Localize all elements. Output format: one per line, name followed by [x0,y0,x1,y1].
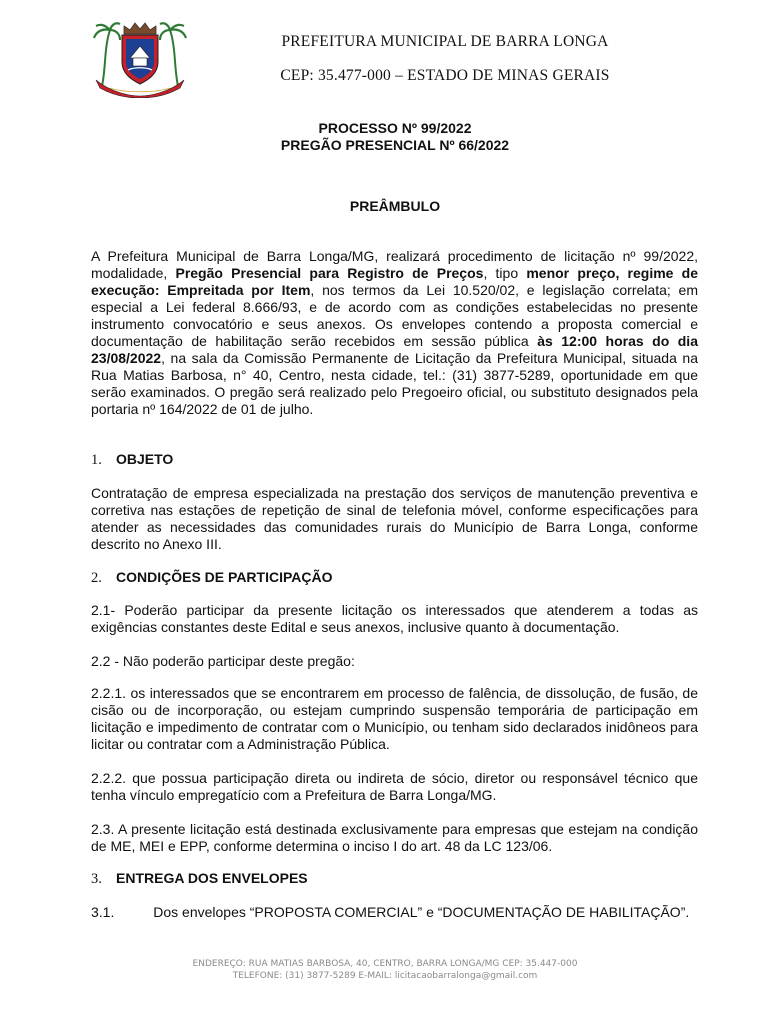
header-cep-state: CEP: 35.477-000 – ESTADO DE MINAS GERAIS [280,67,610,84]
footer-address: ENDEREÇO: RUA MATIAS BARBOSA, 40, CENTRO, BARRA LONGA/MG CEP: 35.447-000 [192,959,578,969]
section-number: 3. [91,871,102,887]
clause-3-1: 3.1. Dos envelopes “PROPOSTA COMERCIAL” e “DOCUMENTAÇÃO DE HABILITAÇÃO”. [91,904,690,920]
section-number: 2. [91,570,102,586]
preamble-text-3: , nos termos da Lei 10.520/02, e legislação correlata; em especial a Lei federal 8.666/93, e de acordo com as condições estabelecidas no presente instrumento convocatório e seus anexos. Os envelopes contendo a proposta comercial e documentação de habilitação serão recebidos em sessão pública [91,282,698,349]
section-1-text: Contratação de empresa especializada na prestação dos serviços de manutenção preventiva e corretiva nas estações de repetição de sinal de telefonia móvel, conforme especificações para atender as necessidades das comunidades rurais do Município de Barra Longa, conforme descrito no Anexo III. [91,485,698,552]
section-title: ENTREGA DOS ENVELOPES [116,870,308,886]
preamble-paragraph [91,248,698,418]
clause-2-1: 2.1- Poderão participar da presente licitação os interessados que atenderem a todas as exigências constantes deste Edital e seus anexos, inclusive quanto à documentação. [91,602,698,635]
clause-2-2: 2.2 - Não poderão participar deste pregão: [91,653,355,669]
preamble-text-4: , na sala da Comissão Permanente de Licitação da Prefeitura Municipal, situada na Rua Matias Barbosa, n° 40, Centro, nesta cidade, tel.: (31) 3877-5289, oportunidade em que serão examinados. O pregão será realizado pelo Pregoeiro oficial, ou substituto designados pela portaria nº 164/2022 de 01 de julho. [91,350,698,417]
clause-2-2-1: 2.2.1. os interessados que se encontrarem em processo de falência, de dissolução, de fusão, de cisão ou de incorporação, ou estejam cumprindo suspensão temporária de participação em licitação e impedimento de contratar com o Município, ou tenham sido declarados inidôneos para licitar ou contratar com a Administração Pública. [91,685,698,752]
preamble-heading: PREÂMBULO [349,198,441,214]
preamble-text-2: , tipo [483,265,527,281]
section-1-heading [91,451,698,469]
header-municipality: PREFEITURA MUNICIPAL DE BARRA LONGA [281,33,609,50]
section-number: 1. [91,452,102,468]
section-title: CONDIÇÕES DE PARTICIPAÇÃO [116,569,333,585]
clause-2-2-2: 2.2.2. que possua participação direta ou indireta de sócio, diretor ou responsável técnico que tenha vínculo empregatício com a Prefeitura de Barra Longa/MG. [91,770,698,803]
process-number: PROCESSO Nº 99/2022 [318,120,472,136]
section-3-heading [91,870,698,888]
preamble-bold-1: Pregão Presencial para Registro de Preços [175,265,484,281]
footer-contact: TELEFONE: (31) 3877-5289 E-MAIL: licitacaobarralonga@gmail.com [232,971,538,981]
preamble-text-1: A Prefeitura Municipal de Barra Longa/MG, realizará procedimento de licitação nº 99/2022, modalidade, [91,248,698,281]
preamble-bold-2: menor preço, regime de execução: Empreitada por Item [91,265,698,298]
clause-2-3: 2.3. A presente licitação está destinada exclusivamente para empresas que estejam na condição de ME, MEI e EPP, conforme determina o inciso I do art. 48 da LC 123/06. [91,821,698,854]
section-title: OBJETO [116,451,174,467]
municipal-coat-of-arms-icon [90,18,190,98]
pregao-number: PREGÃO PRESENCIAL Nº 66/2022 [280,137,510,153]
preamble-bold-3: às 12:00 horas do dia 23/08/2022 [91,333,698,366]
section-2-heading [91,569,698,587]
